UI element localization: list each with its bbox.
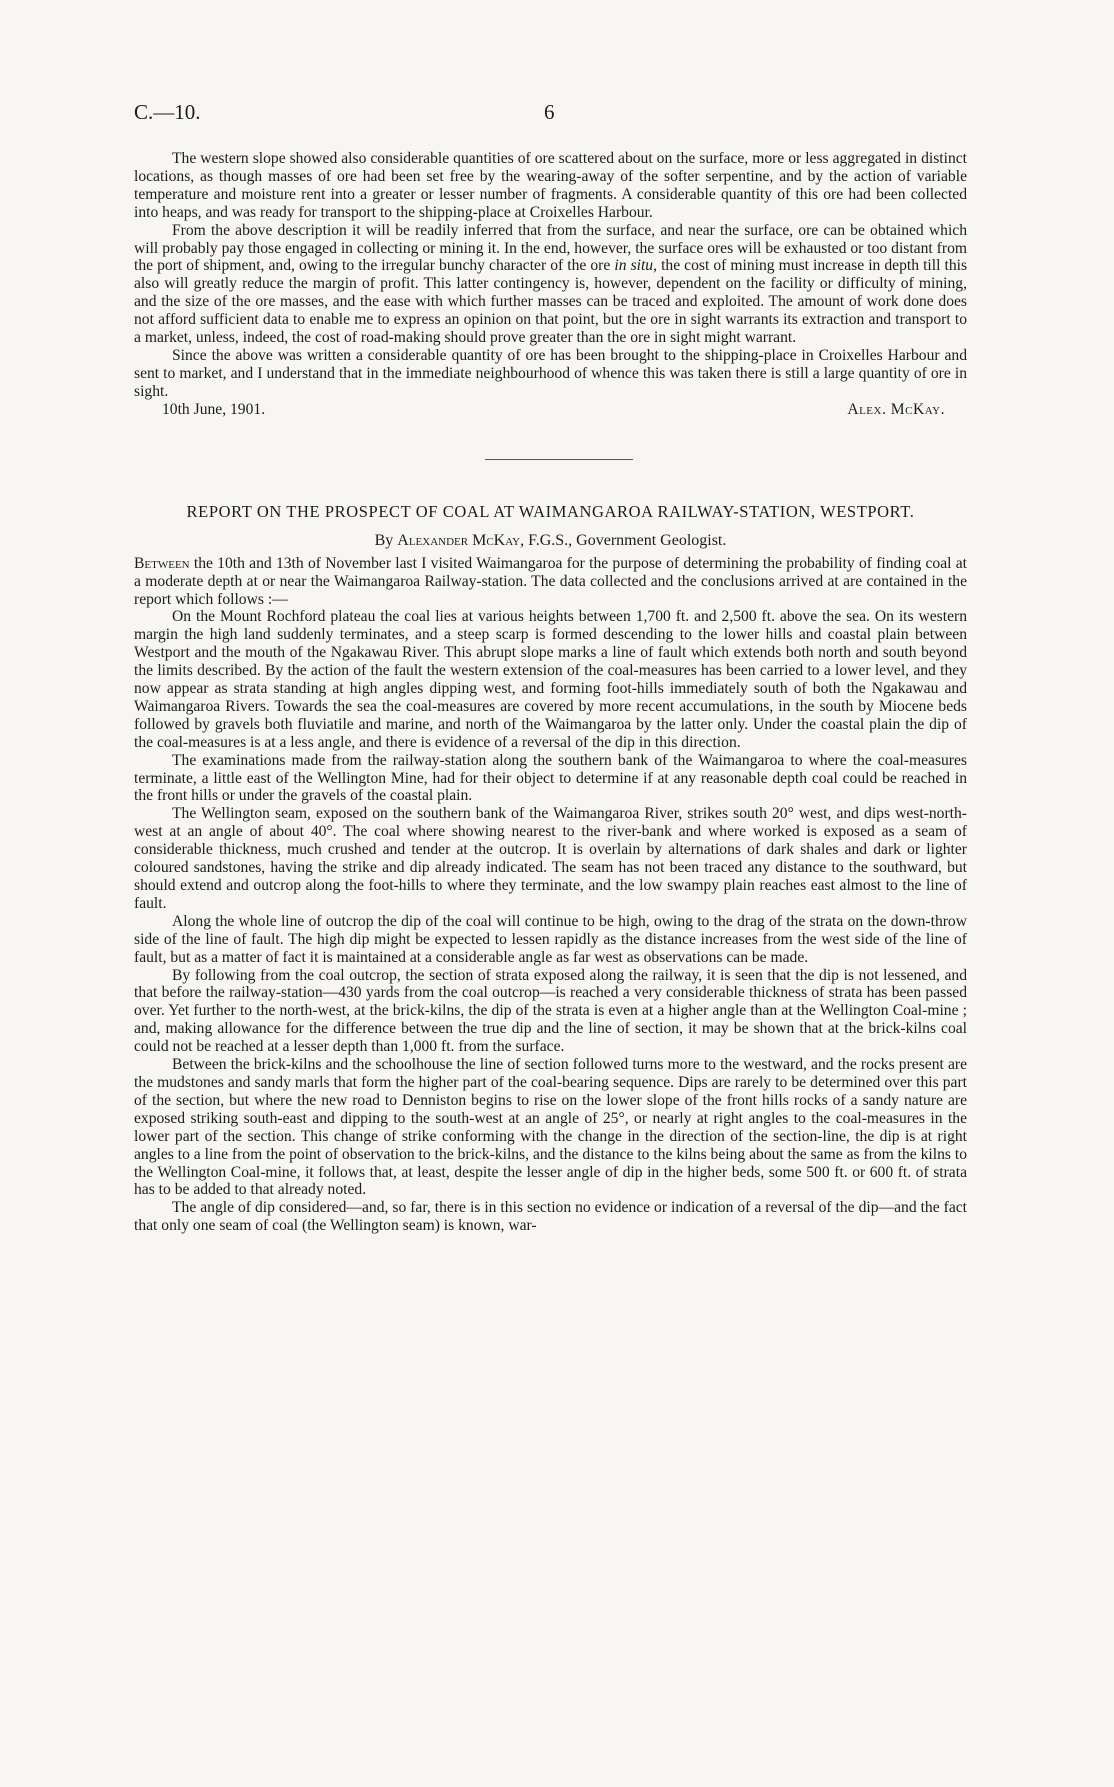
page-header [134, 100, 967, 130]
second-report [134, 502, 967, 1235]
paragraph: The western slope showed also considerable quantities of ore scattered about on the surface, more or less aggregated in distinct locations, as though masses of ore had been set free by the wearing-away of the softer serpentine, and by the action of variable temperature and moisture rent into a greater or lesser number of fragments. A considerable quantity of this ore had been collected into heaps, and was ready for transport to the shipping-place at Croixelles Harbour. [134, 150, 967, 221]
byline: By Alexander McKay, F.G.S., Government Geologist. [374, 531, 727, 549]
section-divider [485, 459, 633, 460]
paragraph: Along the whole line of outcrop the dip of the coal will continue to be high, owing to the drag of the strata on the down-throw side of the line of fault. The high dip might be expected to lessen rapidly as the distance increases from the west side of the line of fault, but as a matter of fact it is maintained at a considerable angle as far west as observations can be made. [134, 912, 967, 966]
dateline [134, 401, 967, 421]
paragraph: Between the brick-kilns and the schoolhouse the line of section followed turns more to the westward, and the rocks present are the mudstones and sandy marls that form the higher part of the coal-bearing sequence. Dips are rarely to be determined over this part of the section, but where the new road to Denniston begins to rise on the lower slope of the front hills rocks of a sandy nature are exposed striking south-east and dipping to the south-west at an angle of 25°, or nearly at right angles to the coal-measures in the lower part of the section. This change of strike conforming with the change in the direction of the section-line, the dip is at right angles to a line from the point of observation to the brick-kilns, and the distance to the kilns being about the same as from the kilns to the Wellington Coal-mine, it follows that, at least, despite the lesser angle of dip in the higher beds, some 500 ft. or 600 ft. of strata has to be added to that already noted. [134, 1056, 967, 1199]
paragraph: On the Mount Rochford plateau the coal lies at various heights between 1,700 ft. and 2,500 ft. above the sea. On its western margin the high land suddenly terminates, and a steep scarp is formed descending to the lower hills and coastal plain between Westport and the mouth of the Ngakawau River. This abrupt slope marks a line of fault which extends both north and south beyond the limits described. By the action of the fault the western extension of the coal-measures has been carried to a lower level, and they now appear as strata standing at high angles dipping west, and forming foot-hills immediately south of both the Ngakawau and Waimangaroa Rivers. Towards the sea the coal-measures are covered by more recent accumulations, in the south by Miocene beds followed by gravels both fluviatile and marine, and north of the Waimangaroa by the latter only. Under the coastal plain the dip of the coal-measures is at a less angle, and there is evidence of a reversal of the dip in this direction. [134, 608, 967, 751]
document-reference: C.—10. [134, 100, 201, 124]
lead-word: Between [134, 554, 190, 572]
author-name: Alexander McKay [397, 531, 521, 549]
paragraph: The Wellington seam, exposed on the southern bank of the Waimangaroa River, strikes south 20° west, and dips west-north-west at an angle of about 40°. The coal where showing nearest to the river-bank and where worked is exposed as a seam of considerable thickness, much crushed and tender at the outcrop. It is overlain by alternations of dark shales and dark or lighter coloured sandstones, having the strike and dip already indicated. The seam has not been traced any distance to the southward, but should extend and outcrop along the foot-hills to where they terminate, and the low swampy plain reaches east almost to the line of fault. [134, 805, 967, 912]
paragraph: Since the above was written a considerable quantity of ore has been brought to the shipping-place in Croixelles Harbour and sent to market, and I understand that in the immediate neighbourhood of whence this was taken there is still a large quantity of ore in sight. [134, 346, 967, 400]
paragraph: Between the 10th and 13th of November last I visited Waimangaroa for the purpose of determining the probability of finding coal at a moderate depth at or near the Waimangaroa Railway-station. The data collected and the conclusions arrived at are contained in the report which follows :— [134, 554, 967, 608]
page-number: 6 [544, 100, 555, 124]
italic-term: in situ [614, 257, 654, 275]
paragraph: From the above description it will be readily inferred that from the surface, and near the surface, ore can be obtained which will probably pay those engaged in collecting or mining it. In the end, however, the surface ores will be exhausted or too distant from the port of shipment, and, owing to the irregular bunchy character of the ore in situ, the cost of mining must increase in depth till this also will greatly reduce the margin of profit. This latter contingency is, however, dependent on the facility or difficulty of mining, and the size of the ore masses, and the ease with which further masses can be traced and exploited. The amount of work done does not afford sufficient data to enable me to express an opinion on that point, but the ore in sight warrants its extraction and transport to a market, unless, indeed, the cost of road-making should prove greater than the ore in sight might warrant. [134, 221, 968, 347]
first-report [134, 150, 967, 421]
paragraph: The angle of dip considered—and, so far, there is in this section no evidence or indication of a reversal of the dip—and the fact that only one seam of coal (the Wellington seam) is known, war- [134, 1199, 967, 1235]
report-date: 10th June, 1901. [162, 400, 266, 418]
report-title: REPORT ON THE PROSPECT OF COAL AT WAIMANGAROA RAILWAY-STATION, WESTPORT. [186, 501, 915, 521]
paragraph: The examinations made from the railway-station along the southern bank of the Waimangaroa to where the coal-measures terminate, a little east of the Wellington Mine, had for their object to determine if at any reasonable depth coal could be reached in the front hills or under the gravels of the coastal plain. [134, 751, 967, 805]
paragraph: By following from the coal outcrop, the section of strata exposed along the railway, it is seen that the dip is not lessened, and that before the railway-station—430 yards from the coal outcrop—is reached a very considerable thickness of strata has been passed over. Yet further to the north-west, at the brick-kilns, the dip of the strata is even at a higher angle than at the Wellington Coal-mine ; and, making allowance for the difference between the true dip and the line of section, it may be shown that at the brick-kilns coal could not be reached at a lesser depth than 1,000 ft. from the surface. [134, 966, 967, 1056]
document-body [134, 150, 967, 1235]
signature: Alex. McKay. [847, 400, 945, 418]
